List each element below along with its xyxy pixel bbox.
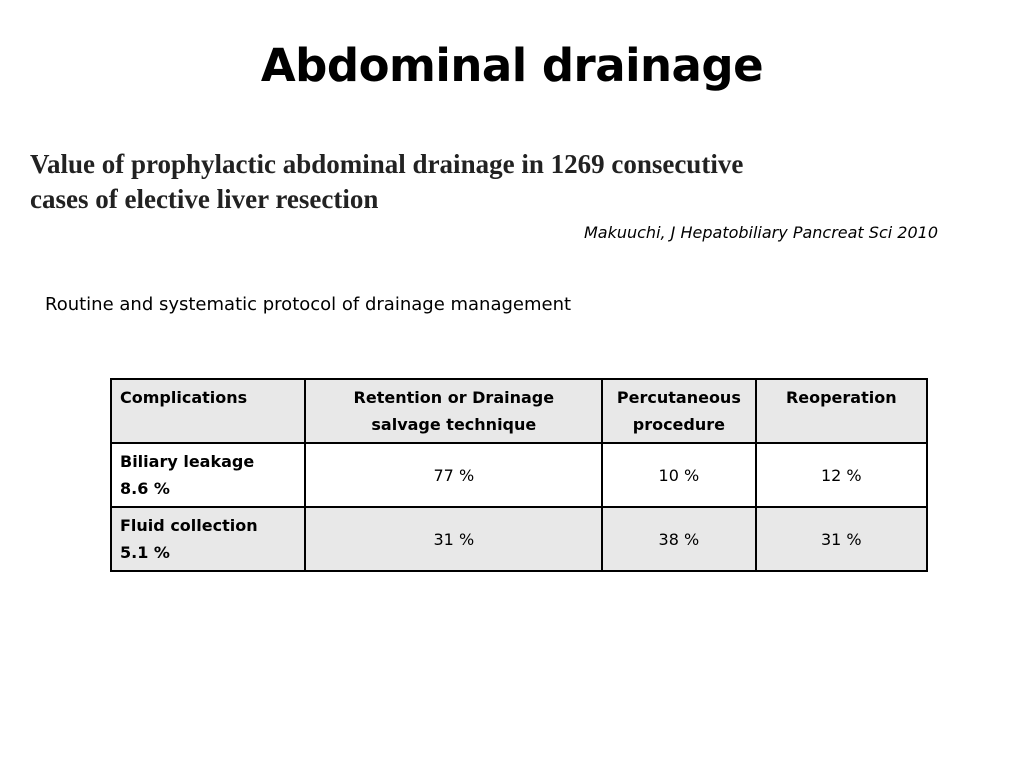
table-cell: 38 % — [602, 507, 755, 571]
row-label-text: Biliary leakage — [120, 452, 255, 471]
header-text: Complications — [120, 388, 248, 407]
row-label — [111, 507, 305, 571]
slide-title: Abdominal drainage — [260, 39, 764, 92]
header-text: procedure — [632, 415, 725, 434]
header-cell-retention — [305, 379, 602, 443]
header-cell-percutaneous — [602, 379, 755, 443]
row-label — [111, 443, 305, 507]
complications-table — [110, 378, 928, 572]
paper-title-line: Value of prophylactic abdominal drainage in 1269 consecutive — [30, 149, 744, 179]
header-cell-complications — [111, 379, 305, 443]
paper-title-line: cases of elective liver resection — [30, 184, 379, 214]
table-cell: 77 % — [305, 443, 602, 507]
paper-title — [30, 147, 930, 217]
table-cell: 31 % — [756, 507, 927, 571]
table-cell: 12 % — [756, 443, 927, 507]
header-text: Percutaneous — [616, 388, 741, 407]
citation: Makuuchi, J Hepatobiliary Pancreat Sci 2010 — [583, 223, 938, 242]
row-label-text: Fluid collection — [120, 516, 258, 535]
table-header-row — [111, 379, 927, 443]
table-row — [111, 443, 927, 507]
table-cell: 31 % — [305, 507, 602, 571]
subtitle: Routine and systematic protocol of drainage management — [45, 294, 572, 315]
header-text: Reoperation — [785, 388, 897, 407]
row-label-rate: 8.6 % — [120, 479, 170, 498]
header-cell-reoperation — [756, 379, 927, 443]
header-text: Retention or Drainage — [353, 388, 555, 407]
table-cell: 10 % — [602, 443, 755, 507]
header-text: salvage technique — [371, 415, 537, 434]
row-label-rate: 5.1 % — [120, 543, 170, 562]
table-row — [111, 507, 927, 571]
